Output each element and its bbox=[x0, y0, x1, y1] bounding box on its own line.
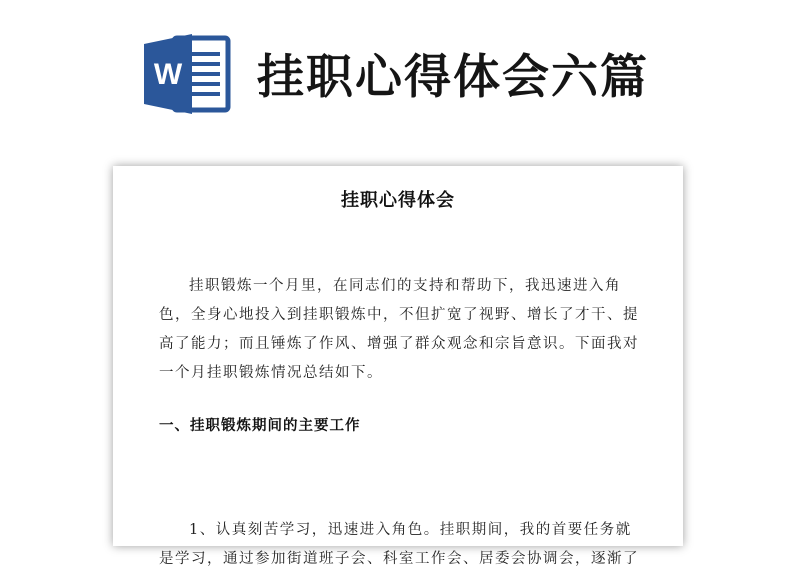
word-logo-letter: W bbox=[153, 58, 183, 91]
document-page bbox=[113, 166, 683, 567]
banner bbox=[0, 0, 800, 150]
document-title: 挂职心得体会 bbox=[341, 190, 455, 211]
banner-title: 挂职心得体会六篇 bbox=[257, 50, 649, 105]
word-document-icon bbox=[140, 32, 232, 116]
document-paragraph: 1、认真刻苦学习，迅速进入角色。挂职期间，我的首要任务就是学习，通过参加街道班子会、科室工作会、居委会协调会，逐渐了 bbox=[159, 522, 639, 567]
section-heading: 一、挂职锻炼期间的主要工作 bbox=[159, 418, 361, 434]
document-paragraph: 挂职锻炼一个月里，在同志们的支持和帮助下，我迅速进入角色，全身心地投入到挂职锻炼中，不但扩宽了视野、增长了才干、提高了能力；而且锤炼了作风、增强了群众观念和宗旨意识。下面我对一个月挂职锻炼情况总结如下。 bbox=[159, 278, 639, 381]
